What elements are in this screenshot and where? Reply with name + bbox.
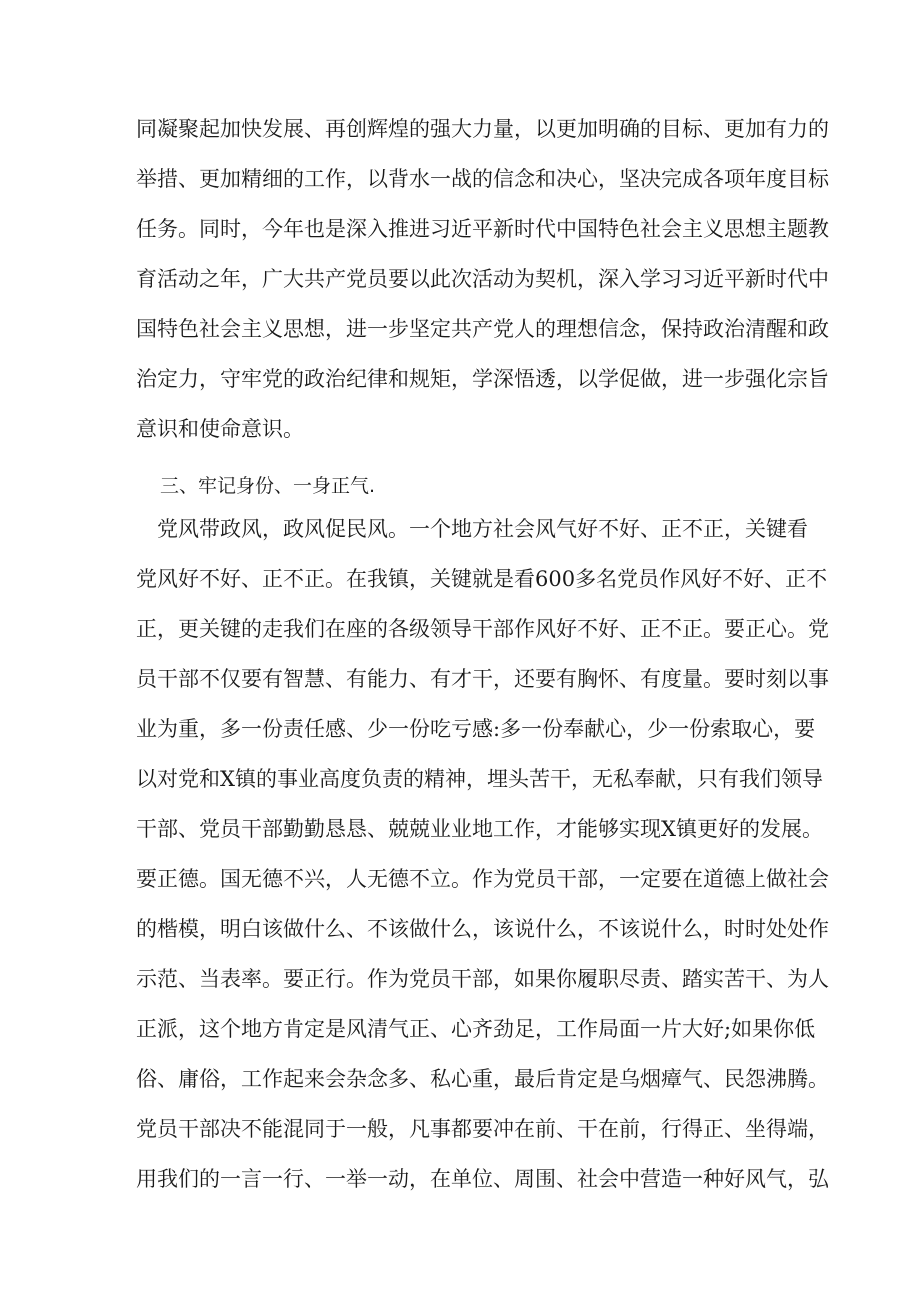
paragraph-line: 正，更关键的走我们在座的各级领导干部作风好不好、正不正。要正心。党 (136, 617, 829, 641)
paragraph-line: 要正德。国无德不兴，人无德不立。作为党员干部，一定要在道德上做社会 (136, 867, 829, 891)
paragraph-line: 党风带政风，政风促民风。一个地方社会风气好不好、正不正，关键看 (136, 517, 808, 541)
paragraph-line: 举措、更加精细的工作，以背水一战的信念和决心，坚决完成各项年度目标 (136, 167, 829, 191)
paragraph-line: 用我们的一言一行、一举一动，在单位、周围、社会中营造一种好风气，弘 (136, 1167, 829, 1191)
paragraph-line: 正派，这个地方肯定是风清气正、心齐劲足，工作局面一片大好;如果你低 (136, 1017, 816, 1041)
paragraph-line: 意识和使命意识。 (136, 417, 304, 441)
paragraph-line: 党员干部决不能混同于一般，凡事都要冲在前、干在前，行得正、坐得端， (136, 1117, 829, 1141)
paragraph-line: 育活动之年，广大共产党员要以此次活动为契机，深入学习习近平新时代中 (136, 267, 829, 291)
paragraph-line: 业为重，多一份责任感、少一份吃亏感:多一份奉献心，少一份索取心，要 (136, 717, 816, 741)
paragraph-line: 国特色社会主义思想，进一步坚定共产党人的理想信念，保持政治清醒和政 (136, 317, 829, 341)
paragraph-line: 的楷模，明白该做什么、不该做什么，该说什么，不该说什么，时时处处作 (136, 917, 829, 941)
paragraph-2 (136, 504, 829, 1204)
paragraph-line: 示范、当表率。要正行。作为党员干部，如果你履职尽责、踏实苦干、为人 (136, 967, 829, 991)
paragraph-line: 治定力，守牢党的政治纪律和规矩，学深悟透，以学促做，进一步强化宗旨 (136, 367, 829, 391)
paragraph-line: 员干部不仅要有智慧、有能力、有才干，还要有胸怀、有度量。要时刻以事 (136, 667, 829, 691)
paragraph-line: 干部、党员干部勤勤恳恳、兢兢业业地工作，才能够实现X镇更好的发展。 (136, 817, 823, 841)
paragraph-line: 同凝聚起加快发展、再创辉煌的强大力量，以更加明确的目标、更加有力的 (136, 117, 829, 141)
paragraph-line: 党风好不好、正不正。在我镇，关键就是看600多名党员作风好不好、正不 (136, 567, 828, 591)
paragraph-line: 任务。同时，今年也是深入推进习近平新时代中国特色社会主义思想主题教 (136, 217, 829, 241)
paragraph-line: 俗、庸俗，工作起来会杂念多、私心重，最后肯定是乌烟瘴气、民怨沸腾。 (136, 1067, 829, 1091)
paragraph-1 (136, 104, 829, 454)
paragraph-line: 以对党和X镇的事业高度负责的精神，埋头苦干，无私奉献，只有我们领导 (136, 767, 823, 791)
section-heading: 三、牢记身份、一身正气. (160, 475, 376, 497)
